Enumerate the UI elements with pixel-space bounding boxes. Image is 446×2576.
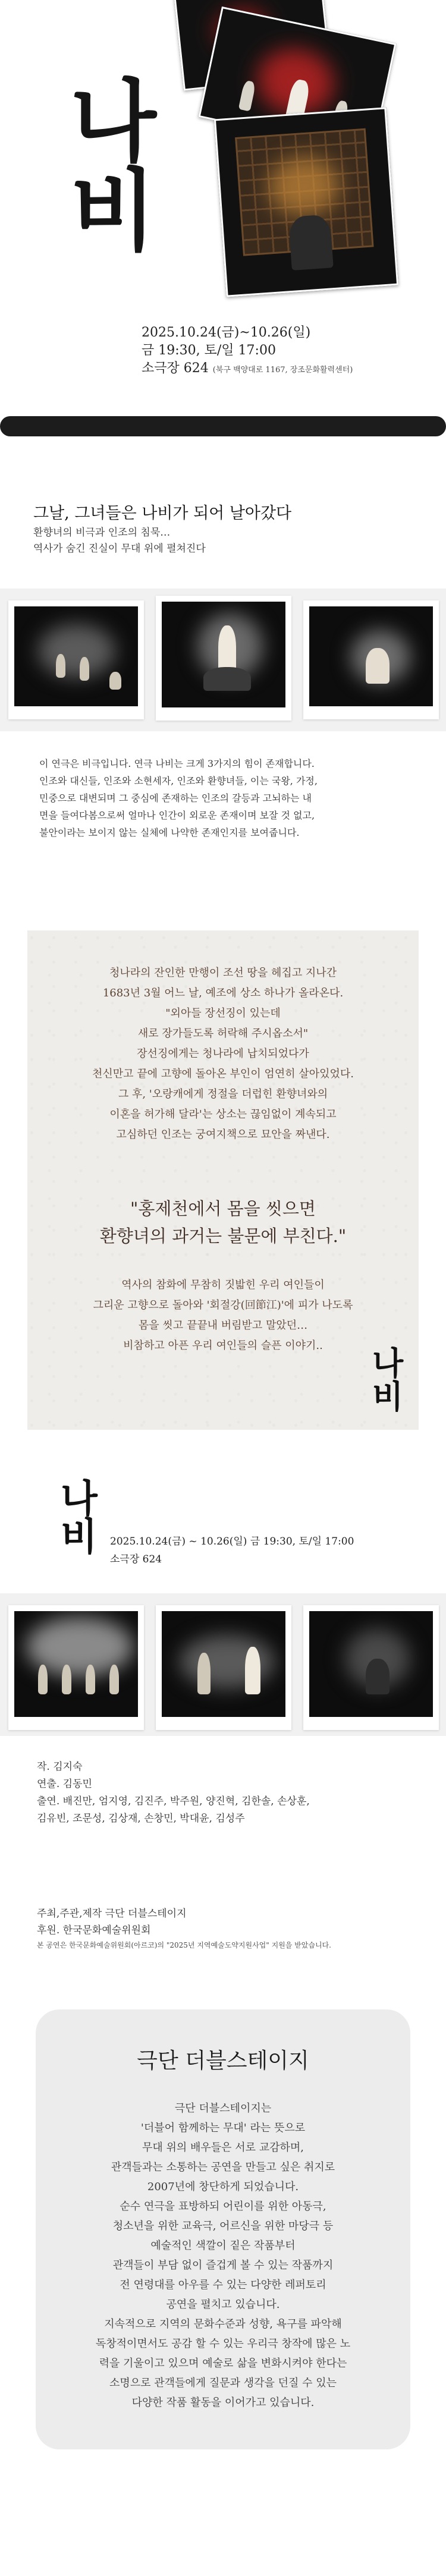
company-line: 순수 연극을 표방하되 어린이를 위한 아동극,: [120, 2200, 326, 2213]
story-text-2: [27, 1275, 419, 1356]
info-block: [110, 1533, 354, 1568]
company-line: 예술적인 색깔이 짙은 작품부터: [150, 2240, 296, 2252]
company-description: [71, 2099, 375, 2413]
credits-section: [37, 1759, 417, 1828]
hero-info: [142, 324, 353, 379]
story-line: 역사의 참화에 무참히 짓밟힌 우리 여인들이: [121, 1279, 325, 1291]
scene-photo: [8, 1605, 144, 1730]
writer-credit: 작. 김지숙: [37, 1761, 83, 1773]
organizer-credit: 주최,주관,제작 극단 더블스테이지: [37, 1908, 187, 1920]
director-credit: 연출. 김동민: [37, 1778, 92, 1790]
company-line: 소명으로 관객들에게 질문과 생각을 던질 수 있는: [109, 2377, 337, 2389]
scene-photo: [156, 596, 291, 721]
story-line: 청나라의 잔인한 만행이 조선 땅을 헤집고 지나간: [109, 967, 337, 979]
company-line: '더블어 함께하는 무대' 라는 뜻으로: [140, 2122, 306, 2134]
company-section: [36, 2009, 410, 2449]
scene-photo: [303, 600, 439, 719]
story-quote: [27, 1195, 419, 1250]
scene-photo: [303, 1605, 439, 1730]
calligraphy-mark: 나비: [372, 1344, 404, 1416]
intro-line: 이 연극은 비극입니다. 연극 나비는 크게 3가지의 힘이 존재합니다.: [39, 758, 315, 769]
hero-title: 나비: [70, 70, 156, 263]
intro-line: 인조와 대신들, 인조와 소현세자, 인조와 환향녀들, 이는 국왕, 가정,: [39, 775, 318, 787]
hero-venue-line: [142, 360, 353, 379]
info-title: 나비: [61, 1477, 98, 1559]
hero-section: [0, 0, 446, 428]
company-line: 2007년에 창단하게 되었습니다.: [147, 2181, 299, 2193]
cast-line: 출연. 배진만, 엄지영, 김진주, 박주원, 양진혁, 김한솔, 손상훈,: [37, 1795, 310, 1807]
info-venue-line: 소극장 624: [110, 1553, 162, 1565]
company-line: 지속적으로 지역의 문화수준과 성향, 욕구를 파악해: [104, 2318, 342, 2330]
tagline-line: 역사가 숨긴 진실이 무대 위에 펼쳐진다: [33, 543, 206, 555]
story-line: "외아들 장선징이 있는데: [165, 1007, 281, 1020]
company-line: 력을 기울이고 있으며 예술로 삶을 변화시켜야 한다는: [99, 2357, 347, 2370]
scene-photo: [8, 600, 144, 719]
company-title: 극단 더블스테이지: [137, 2049, 309, 2073]
photo-strip-1: [0, 589, 446, 731]
story-line: 이혼을 허가해 달라'는 상소는 끊임없이 계속되고: [109, 1108, 337, 1121]
quote-line: 환향녀의 과거는 불문에 부친다.": [99, 1226, 347, 1246]
hero-venue: 소극장 624: [142, 361, 209, 376]
scene-photo: [156, 1605, 291, 1730]
stage-photo-3: [214, 107, 398, 297]
divider-bar: [0, 416, 446, 436]
hero-date: 2025.10.24(금)~10.26(일): [142, 325, 311, 340]
hero-times: 금 19:30, 토/일 17:00: [142, 343, 276, 358]
intro-line: 불안이라는 보이지 않는 실체에 나약한 존재인지를 보여줍니다.: [39, 827, 300, 838]
tagline-line: 환향녀의 비극과 인조의 침묵…: [33, 527, 171, 539]
cast-line: 김유빈, 조문성, 김상재, 손창민, 박대윤, 김성주: [37, 1813, 245, 1825]
intro-section: [39, 755, 408, 841]
company-line: 관객들과는 소통하는 공연을 만들고 싶은 취지로: [111, 2161, 335, 2174]
story-text: [27, 963, 419, 1145]
producers-section: [37, 1905, 423, 1952]
company-line: 무대 위의 배우들은 서로 교감하며,: [142, 2141, 304, 2154]
company-line: 공연을 펼치고 있습니다.: [166, 2298, 280, 2311]
story-line: 장선징에게는 청나라에 납치되었다가: [137, 1048, 309, 1060]
story-section: [27, 930, 419, 1430]
intro-line: 면을 들여다봄으로써 얼마나 인간이 외로운 존재이며 보잘 것 없고,: [39, 810, 315, 821]
hero-venue-address: (북구 백양대로 1167, 장조문화활력센터): [212, 366, 353, 375]
tagline-headline: 그날, 그녀들은 나비가 되어 날아갔다: [33, 504, 292, 523]
company-line: 전 연령대를 아우를 수 있는 다양한 레퍼토리: [120, 2279, 326, 2291]
company-line: 청소년을 위한 교육극, 어르신을 위한 마당극 등: [112, 2220, 334, 2232]
story-line: 고심하던 인조는 궁여지책으로 묘안을 짜낸다.: [116, 1128, 330, 1141]
story-line: 1683년 3월 어느 날, 예조에 상소 하나가 올라온다.: [102, 987, 344, 999]
story-line: 천신만고 끝에 고향에 돌아온 부인이 엄연히 살아있었다.: [92, 1068, 354, 1080]
company-line: 독창적이면서도 공감 할 수 있는 우리극 창작에 많은 노: [95, 2338, 351, 2350]
story-line: 새로 장가들도록 허락해 주시옵소서": [137, 1027, 309, 1040]
company-line: 관객들이 부담 없이 즐겁게 볼 수 있는 작품까지: [112, 2259, 334, 2272]
intro-line: 민중으로 대변되며 그 중심에 존재하는 인조의 갈등과 고뇌하는 내: [39, 792, 312, 804]
photo-strip-2: [0, 1593, 446, 1736]
info-date-line: 2025.10.24(금) ~ 10.26(일) 금 19:30, 토/일 17:00: [110, 1536, 354, 1548]
story-line: 그리운 고향으로 돌아와 '회절강(回節江)'에 피가 나도록: [93, 1299, 353, 1311]
story-line: 비참하고 아픈 우리 여인들의 슬픈 이야기..: [123, 1339, 323, 1352]
story-line: 그 후, '오랑캐에게 정절을 더럽힌 환향녀와의: [118, 1088, 328, 1100]
story-line: 몸을 씻고 끝끝내 버림받고 말았던…: [138, 1319, 308, 1332]
support-note: 본 공연은 한국문화예술위원회(아르코)의 "2025년 지역예술도약지원사업" 지원을 받았습니다.: [37, 1941, 331, 1949]
company-line: 다양한 작품 활동을 이어가고 있습니다.: [131, 2396, 315, 2409]
tagline-section: [33, 502, 414, 557]
company-line: 극단 더블스테이지는: [174, 2102, 272, 2115]
sponsor-credit: 후원. 한국문화예술위원회: [37, 1924, 151, 1936]
quote-line: "홍제천에서 몸을 씻으면: [130, 1199, 316, 1219]
